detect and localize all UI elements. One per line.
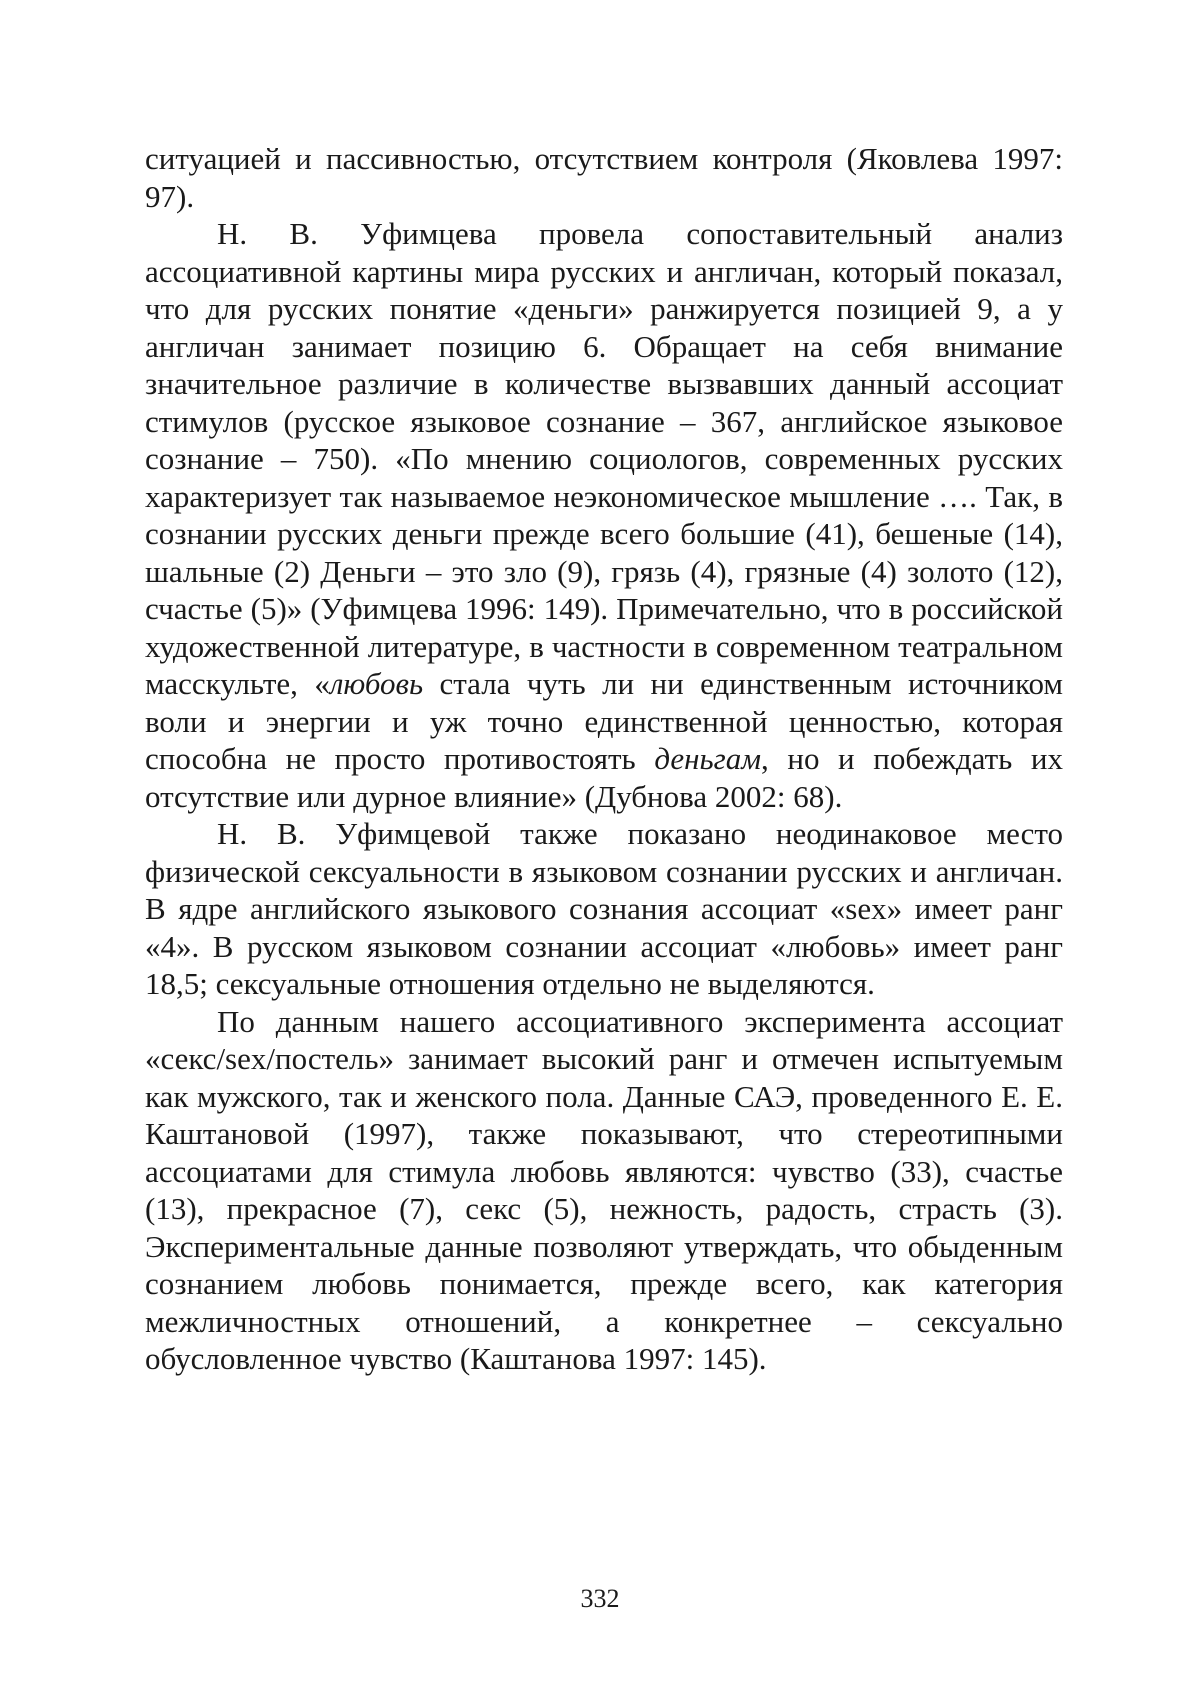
paragraph-text-middle: стала чуть ли ни единственным источником воли и энергии и уж точно единственной ценностью, которая способна не просто противостоять (145, 666, 1063, 776)
paragraph-continuation: ситуацией и пассивностью, отсутствием контроля (Яковлева 1997: 97). (145, 141, 1063, 214)
page-number: 332 (580, 1584, 620, 1613)
paragraph-text-before: Н. В. Уфимцева провела сопоставительный анализ ассоциативной картины мира русских и англичан, который показал, что для русских понятие «деньги» ранжируется позицией 9, а у англичан занимает позицию 6. Обращает на себя внимание значительное различие в количестве вызвавших данный ассоциат стимулов (русское языковое сознание – 367, английское языковое сознание – 750). «По мнению социологов, современных русских характеризует так называемое неэкономическое мышление …. Так, в сознании русских деньги прежде всего большие (41), бешеные (14), шальные (2) Деньги – это зло (9), грязь (4), грязные (4) золото (12), счастье (5)» (Уфимцева 1996: 149). Примечательно, что в российской художественной литературе, в частности в современном театральном масскульте, « (145, 216, 1063, 701)
italic-word-love: любовь (329, 666, 424, 701)
paragraph-experiment: По данным нашего ассоциативного эксперимента ассоциат «секс/sex/постель» занимает высокий ранг и отмечен испытуемым как мужского, так и женского пола. Данные САЭ, проведенного Е. Е. Каштановой (1997), также показывают, что стереотипными ассоциатами для стимула любовь являются: чувство (33), счастье (13), прекрасное (7), секс (5), нежность, радость, страсть (3). Экспериментальные данные позволяют утверждать, что обыденным сознанием любовь понимается, прежде всего, как категория межличностных отношений, а конкретнее – сексуально обусловленное чувство (Каштанова 1997: 145). (145, 1003, 1063, 1376)
italic-word-money: деньгам (654, 741, 761, 776)
paragraph-ufimtseva-money (145, 215, 1063, 815)
paragraph-sexuality: Н. В. Уфимцевой также показано неодинаковое место физической сексуальности в языковом сознании русских и англичан. В ядре английского языкового сознания ассоциат «sex» имеет ранг «4». В русском языковом сознании ассоциат «любовь» имеет ранг 18,5; сексуальные отношения отдельно не выделяются. (145, 816, 1063, 1001)
paragraph-text-after: , но и побеждать их отсутствие или дурное влияние» (Дубнова 2002: 68). (145, 741, 1063, 814)
page-body (145, 140, 1063, 1378)
